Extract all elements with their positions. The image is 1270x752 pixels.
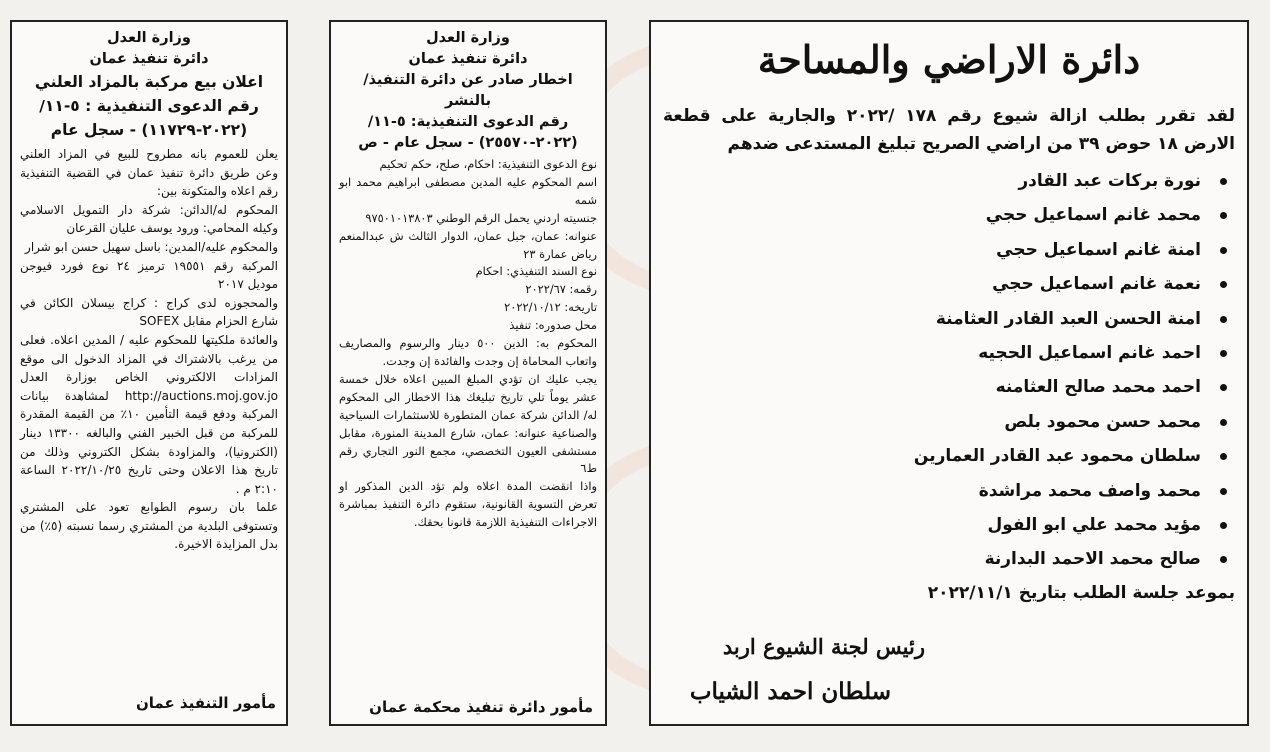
ministry-name: وزارة العدل [426,30,510,46]
paragraph: المحكوم به: الدين ٥٠٠ دينار والرسوم والمصاريف واتعاب المحاماة إن وجدت والفائدة إن وجدت. [339,336,598,368]
paragraph: رقمه: ٢٠٢٢/٦٧ [525,282,597,297]
notice-body [20,145,278,554]
list-item: امنة غانم اسماعيل حجي [663,233,1235,267]
paragraph: يعلن للعموم بانه مطروح للبيع في المزاد العلني وعن طريق دائرة تنفيذ عمان في القضية التنفيذية رقم اعلاه والمتكونة بين: [20,147,278,199]
signature: مأمور التنفيذ عمان [135,694,276,712]
paragraph: تاريخه: ٢٠٢٢/١٠/١٢ [504,300,597,315]
notice-body [339,156,597,532]
session-date: بموعد جلسة الطلب بتاريخ ٢٠٢٢/١١/١ [927,582,1235,603]
signer-name: سلطان احمد الشياب [689,678,891,705]
department-name: دائرة تنفيذ عمان [89,51,209,67]
list-item: سلطان محمود عبد القادر العمارين [663,439,1235,473]
land-department-notice [649,20,1249,726]
ministry-name: وزارة العدل [107,30,191,46]
list-item: نورة بركات عبد القادر [663,164,1235,198]
case-number: رقم الدعوى التنفيذية : ٥-١١/ [39,97,259,115]
paragraph: اسم المحكوم عليه المدين مصطفى ابراهيم محمد ابو شمه [339,174,597,207]
list-item: امنة الحسن العبد القادر العثامنة [663,302,1235,336]
case-number: رقم الدعوى التنفيذية: ٥-١١/ [367,114,569,130]
notice-title: اعلان بيع مركبة بالمزاد العلني [34,73,264,91]
paragraph: جنسيته اردني يحمل الرقم الوطني ٩٧٥٠١٠١٣٨٠٣ [365,210,597,225]
list-item: محمد حسن محمود بلص [663,405,1235,439]
list-item: محمد واصف محمد مراشدة [663,474,1235,508]
case-record: (٢٠٢٢-١١٧٢٩) - سجل عام [50,121,248,139]
notice-title: دائرة الاراضي والمساحة [757,37,1141,82]
list-item: نعمة غانم اسماعيل حجي [663,267,1235,301]
committee-chair-title: رئيس لجنة الشيوع اربد [722,634,925,659]
paragraph: والعائدة ملكيتها للمحكوم عليه / المدين اعلاه. فعلى من يرغب بالاشتراك في المزاد الدخول الى موقع المزادات الالكتروني الخاص بوزارة العدل http://auctions.moj.gov.jo لمشاهدة بيانات المركبة ودفع قيمة التأمين ١٠٪ من القيمة المقدرة للمركبة من قبل الخبير الفني والبالغه ١٣٣٠٠ دينار (الكترونيا)، والمزاودة بشكل الكتروني وذلك من تاريخ هذا الاعلان وحتى تاريخ ٢٠٢٢/١٠/٢٥ الساعة ٢:١٠ م . [20,332,279,496]
auction-notice [10,20,288,726]
case-record: (٢٠٢٢-٢٥٥٧٠) - سجل عام - ص [358,135,578,151]
list-item: مؤيد محمد علي ابو الفول [663,508,1235,542]
paragraph: المركبة رقم ١٩٥٥١ ترميز ٢٤ نوع فورد فيوجن موديل ٢٠١٧ [20,258,279,292]
department-name: دائرة تنفيذ عمان [408,51,528,67]
list-item: احمد غانم اسماعيل الحجيه [663,336,1235,370]
respondents-list [663,164,1235,577]
list-item: احمد محمد صالح العثامنه [663,370,1235,404]
paragraph: علما بان رسوم الطوابع تعود على المشتري وتستوفى البلدية من المشتري رسما نسبته (٥٪) من بدل المزايدة الاخيرة. [20,500,278,552]
paragraph: نوع السند التنفيذي: احكام [475,264,597,279]
notice-title: اخطار صادر عن دائرة التنفيذ/ بالنشر [363,72,573,109]
signature: مأمور دائرة تنفيذ محكمة عمان [369,698,593,716]
paragraph: واذا انقضت المدة اعلاه ولم تؤد الدين المذكور او تعرض التسوية القانونية، ستقوم دائرة التنفيذ بمباشرة الاجراءات التنفيذية اللازمة قانونا بحقك. [339,479,597,530]
list-item: محمد غانم اسماعيل حجي [663,198,1235,232]
paragraph: المحكوم له/الدائن: شركة دار التمويل الاسلامي وكيله المحامي: ورود يوسف عليان القرعان [20,202,278,236]
execution-notice [329,20,607,726]
paragraph: والمحكوم عليه/المدين: باسل سهيل حسن ابو شرار [25,239,278,254]
paragraph: نوع الدعوى التنفيذية: احكام، صلح، حكم تحكيم [379,157,597,171]
paragraph: والمحجوزه لدى كراج : كراج بيسلان الكائن في شارع الحزام مقابل SOFEX [20,295,278,329]
list-item: صالح محمد الاحمد البدارنة [663,542,1235,576]
notice-intro: لقد تقرر بطلب ازالة شيوع رقم ١٧٨ /٢٠٢٢ والجارية على قطعة الارض ١٨ حوض ٣٩ من اراضي الصريح تبليغ المستدعى ضدهم [663,106,1236,154]
paragraph: عنوانه: عمان، جبل عمان، الدوار الثالث ش عبدالمنعم رياض عمارة ٢٣ [339,228,597,261]
paragraph: محل صدوره: تنفيذ [509,318,597,333]
paragraph: يجب عليك ان تؤدي المبلغ المبين اعلاه خلال خمسة عشر يوماً تلي تاريخ تبليغك هذا الاخطار الى المحكوم له/ الدائن شركة عمان المتطورة للاستثمارات السياحية والصناعية عنوانه: عمان، شارع المدينة المنورة، مقابل مستشفى العيون التخصصي، مجمع النور التجاري رقم ط٦ [339,371,597,476]
